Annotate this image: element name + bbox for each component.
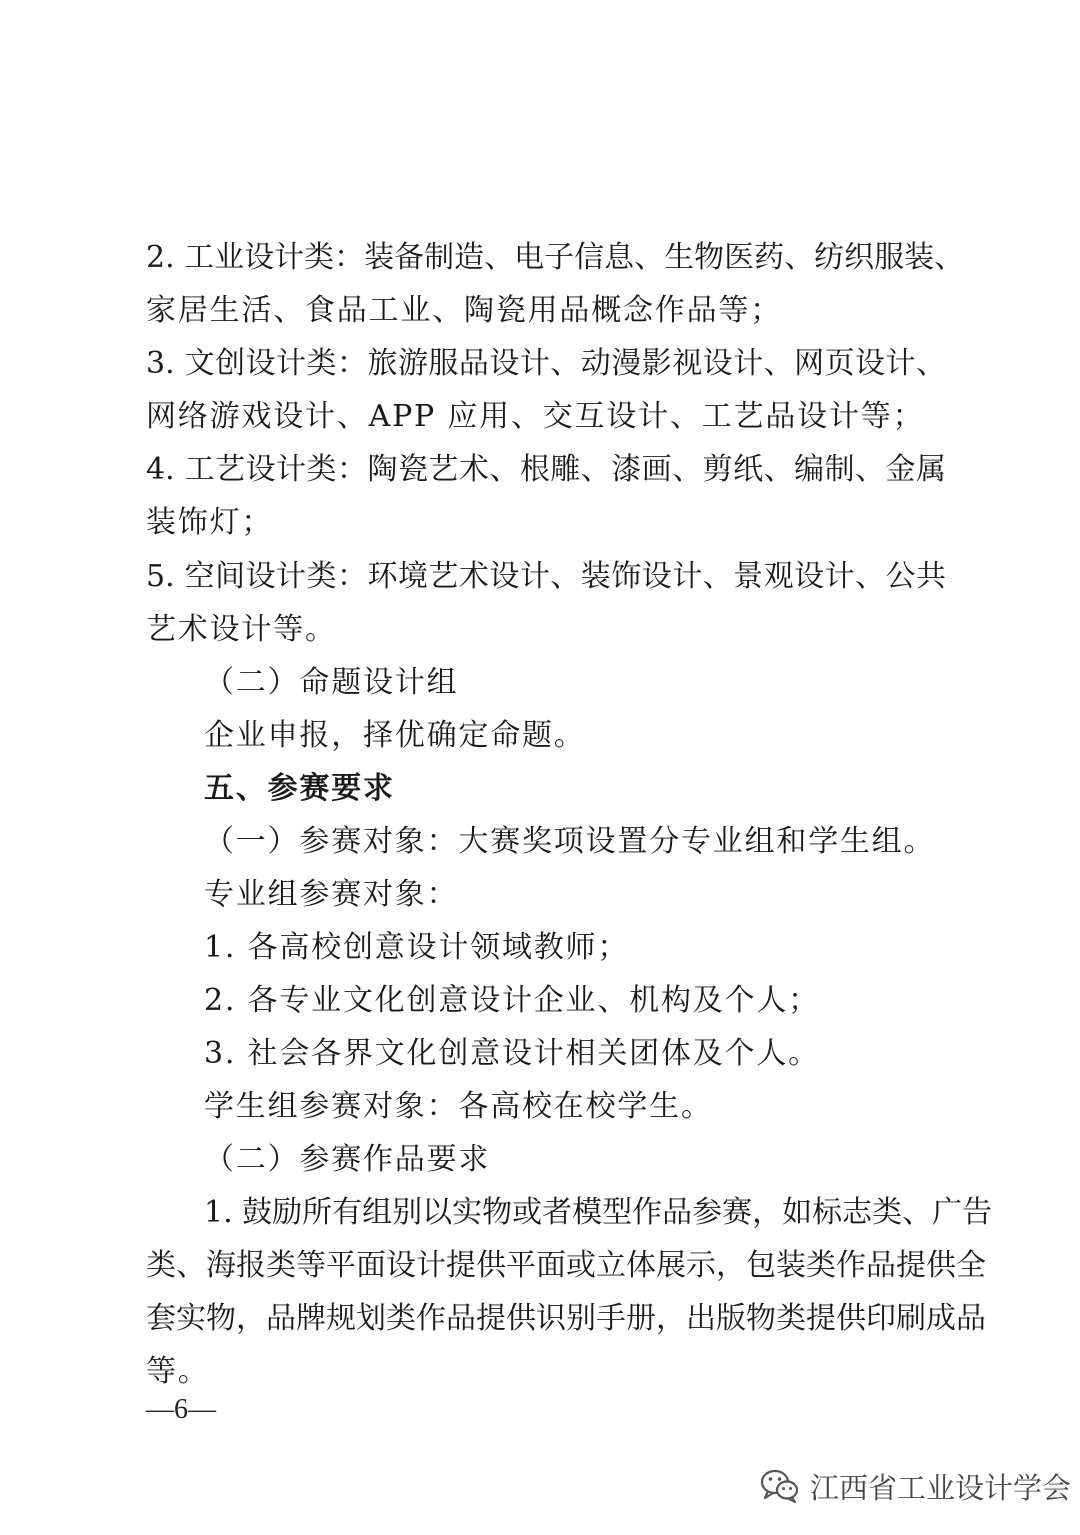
text-line: 3. 文创设计类：旅游服品设计、动漫影视设计、网页设计、 bbox=[146, 346, 946, 381]
list-item: 2. 各专业文化创意设计企业、机构及个人； bbox=[204, 983, 820, 1018]
text-line: 4. 工艺设计类：陶瓷艺术、根雕、漆画、剪纸、编制、金属 bbox=[146, 452, 946, 487]
list-item: 1. 鼓励所有组别以实物或者模型作品参赛，如标志类、广告 bbox=[204, 1195, 993, 1230]
text-line: 类、海报类等平面设计提供平面或立体展示，包装类作品提供全 bbox=[146, 1248, 986, 1283]
text-line: 艺术设计等。 bbox=[146, 612, 337, 647]
text-line: 等。 bbox=[146, 1354, 210, 1389]
text-line: 学生组参赛对象：各高校在校学生。 bbox=[204, 1089, 713, 1124]
text-line: 家居生活、食品工业、陶瓷用品概念作品等； bbox=[146, 293, 782, 328]
text-line: 网络游戏设计、APP 应用、交互设计、工艺品设计等； bbox=[146, 399, 925, 434]
text-line: 5. 空间设计类：环境艺术设计、装饰设计、景观设计、公共 bbox=[146, 559, 946, 594]
section-subheading: （二）参赛作品要求 bbox=[204, 1142, 491, 1177]
list-item: 3. 社会各界文化创意设计相关团体及个人。 bbox=[204, 1036, 820, 1071]
text-line: 套实物，品牌规划类作品提供识别手册，出版物类提供印刷成品 bbox=[146, 1301, 986, 1336]
watermark-text: 江西省工业设计学会 bbox=[810, 1470, 1072, 1505]
watermark bbox=[760, 1464, 1071, 1508]
page-number: —6— bbox=[146, 1394, 216, 1425]
text-line: 企业申报，择优确定命题。 bbox=[204, 718, 586, 753]
section-heading: 五、参赛要求 bbox=[204, 771, 395, 806]
text-line: 装饰灯； bbox=[146, 505, 274, 540]
text-line: 2. 工业设计类：装备制造、电子信息、生物医药、纺织服装、 bbox=[146, 240, 965, 275]
wechat-icon bbox=[760, 1468, 800, 1504]
text-line: 专业组参赛对象： bbox=[204, 877, 459, 912]
text-line: （一）参赛对象：大赛奖项设置分专业组和学生组。 bbox=[204, 824, 936, 859]
section-subheading: （二）命题设计组 bbox=[204, 665, 459, 700]
list-item: 1. 各高校创意设计领域教师； bbox=[204, 930, 630, 965]
